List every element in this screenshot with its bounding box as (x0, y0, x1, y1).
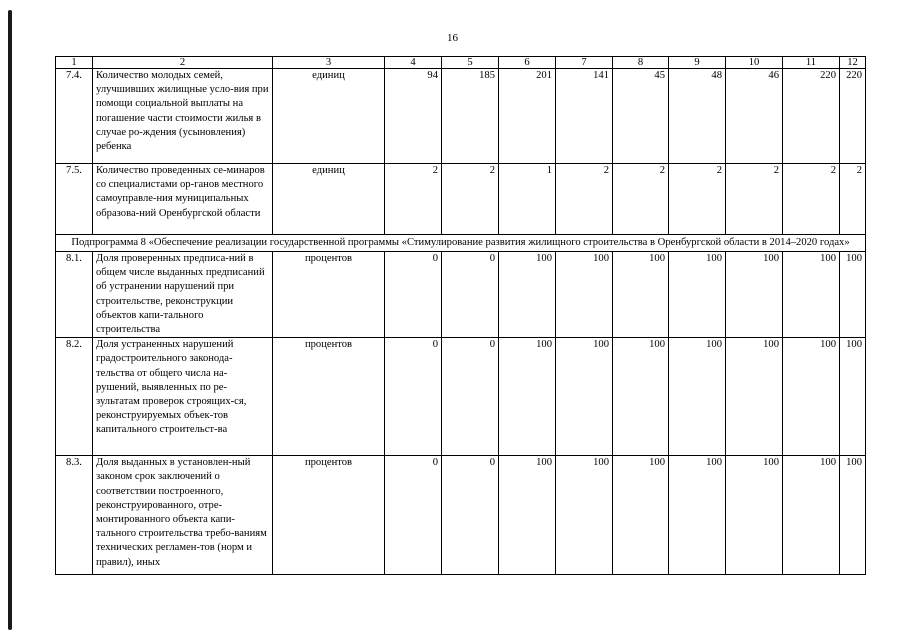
indicator-name: Доля выданных в установлен-ный законом срок заключений о соответствии построенного, реконструированного, отре-монтированного объекта капи-тального строительства требо-ваниям технических регламен-тов (норм и правил), иных (93, 456, 273, 575)
value-cell: 100 (726, 456, 783, 575)
header-row (56, 57, 866, 69)
column-header-2: 2 (93, 57, 273, 69)
indicators-table (55, 56, 866, 575)
column-header-4: 4 (385, 57, 442, 69)
unit-of-measure: единиц (273, 164, 385, 235)
value-cell: 100 (840, 338, 866, 456)
row-number: 8.3. (56, 456, 93, 575)
value-cell: 48 (669, 69, 726, 164)
column-header-7: 7 (556, 57, 613, 69)
table-row (56, 252, 866, 338)
value-cell: 201 (499, 69, 556, 164)
value-cell: 100 (613, 456, 669, 575)
value-cell: 100 (613, 252, 669, 338)
unit-of-measure: единиц (273, 69, 385, 164)
column-header-5: 5 (442, 57, 499, 69)
value-cell: 0 (442, 252, 499, 338)
value-cell: 0 (385, 456, 442, 575)
indicator-name: Количество проведенных се-минаров со специалистами ор-ганов местного самоуправле-ния муниципальных образова-ний Оренбургской области (93, 164, 273, 235)
value-cell: 45 (613, 69, 669, 164)
value-cell: 2 (556, 164, 613, 235)
table-row (56, 164, 866, 235)
value-cell: 100 (726, 338, 783, 456)
value-cell: 2 (669, 164, 726, 235)
unit-of-measure: процентов (273, 252, 385, 338)
row-number: 8.2. (56, 338, 93, 456)
value-cell: 185 (442, 69, 499, 164)
indicator-name: Доля устраненных нарушений градостроительного законода-тельства от общего числа на-рушений, выявленных по ре-зультатам проверок строящих-ся, реконструируемых объек-тов капитального строительст-ва (93, 338, 273, 456)
column-header-11: 11 (783, 57, 840, 69)
table-row (56, 69, 866, 164)
value-cell: 100 (556, 338, 613, 456)
row-number: 8.1. (56, 252, 93, 338)
value-cell: 0 (385, 252, 442, 338)
column-header-12: 12 (840, 57, 866, 69)
value-cell: 100 (669, 252, 726, 338)
value-cell: 1 (499, 164, 556, 235)
value-cell: 46 (726, 69, 783, 164)
unit-of-measure: процентов (273, 456, 385, 575)
value-cell: 2 (783, 164, 840, 235)
value-cell: 100 (613, 338, 669, 456)
scan-edge (8, 10, 12, 630)
value-cell: 100 (556, 252, 613, 338)
value-cell: 100 (669, 338, 726, 456)
column-header-6: 6 (499, 57, 556, 69)
unit-of-measure: процентов (273, 338, 385, 456)
column-header-3: 3 (273, 57, 385, 69)
value-cell: 220 (783, 69, 840, 164)
value-cell: 100 (726, 252, 783, 338)
value-cell: 0 (385, 338, 442, 456)
value-cell: 100 (840, 252, 866, 338)
column-header-1: 1 (56, 57, 93, 69)
column-header-8: 8 (613, 57, 669, 69)
value-cell: 100 (783, 252, 840, 338)
value-cell: 2 (613, 164, 669, 235)
table-row (56, 456, 866, 575)
row-number: 7.5. (56, 164, 93, 235)
value-cell: 100 (556, 456, 613, 575)
value-cell: 94 (385, 69, 442, 164)
value-cell: 141 (556, 69, 613, 164)
subprogram-title: Подпрограмма 8 «Обеспечение реализации государственной программы «Стимулирование развития жилищного строительства в Оренбургской области в 2014–2020 годах» (56, 235, 866, 252)
value-cell: 0 (442, 338, 499, 456)
value-cell: 100 (499, 338, 556, 456)
value-cell: 2 (840, 164, 866, 235)
subprogram-row (56, 235, 866, 252)
value-cell: 2 (726, 164, 783, 235)
column-header-9: 9 (669, 57, 726, 69)
table-body (56, 57, 866, 575)
row-number: 7.4. (56, 69, 93, 164)
value-cell: 100 (840, 456, 866, 575)
value-cell: 100 (783, 456, 840, 575)
value-cell: 100 (499, 252, 556, 338)
table-row (56, 338, 866, 456)
value-cell: 100 (783, 338, 840, 456)
value-cell: 2 (442, 164, 499, 235)
value-cell: 220 (840, 69, 866, 164)
value-cell: 100 (669, 456, 726, 575)
indicator-name: Количество молодых семей, улучшивших жилищные усло-вия при помощи социальной выплаты на погашение части стоимости жилья в случае ро-ждения (усыновления) ребенка (93, 69, 273, 164)
indicator-name: Доля проверенных предписа-ний в общем числе выданных предписаний об устранении нарушений при строительстве, реконструкции объектов капи-тального строительства (93, 252, 273, 338)
page-number: 16 (447, 32, 458, 44)
column-header-10: 10 (726, 57, 783, 69)
value-cell: 100 (499, 456, 556, 575)
value-cell: 0 (442, 456, 499, 575)
value-cell: 2 (385, 164, 442, 235)
